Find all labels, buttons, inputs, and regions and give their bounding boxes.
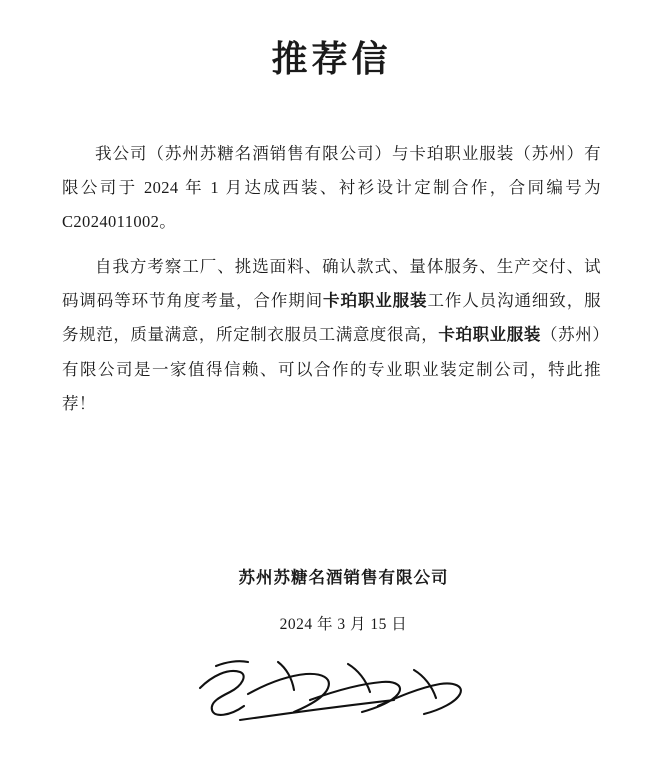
paragraph-2-tail: （苏州）有限公司是一家值得信赖、可以合作的专业职业装定制公司，特此推荐！: [62, 325, 601, 413]
signature-date: 2024 年 3 月 15 日: [279, 616, 408, 633]
signature-company: 苏州苏糖名酒销售有限公司: [238, 568, 449, 587]
document-page: [0, 36, 663, 759]
paragraph-2-middle: 工作人员沟通细致，服务规范，质量满意，所定制衣服员工满意度很高，: [62, 291, 601, 345]
paragraph-2-bold-1: 卡珀职业服装: [323, 291, 428, 311]
paragraph-2-lead: 自我方考察工厂、挑选面料、确认款式、量体服务、生产交付、试码调码等环节角度考量，合作期间: [62, 256, 601, 311]
signature-block: [0, 564, 663, 634]
handwritten-signature: [0, 636, 663, 746]
page-title: 推荐信: [271, 38, 392, 80]
paragraph-1: 我公司（苏州苏糖名酒销售有限公司）与卡珀职业服装（苏州）有限公司于 2024 年 1 月达成西装、衬衫设计定制合作，合同编号为 C2024011002。: [62, 143, 601, 232]
paragraph-2: [62, 250, 601, 422]
document-body: [62, 137, 601, 422]
paragraph-2-bold-2: 卡珀职业服装: [438, 325, 542, 345]
